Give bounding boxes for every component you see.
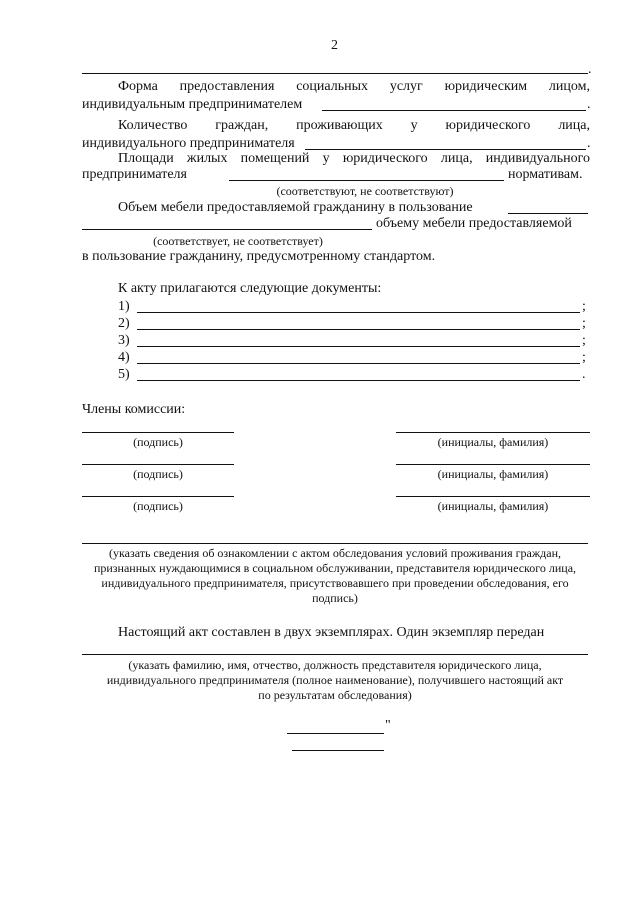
top-blank-line: [82, 73, 588, 74]
document-item-blank[interactable]: [137, 363, 580, 364]
document-item-number: 4): [118, 350, 130, 365]
document-item-blank[interactable]: [137, 312, 580, 313]
signature-caption: (подпись): [133, 499, 183, 513]
form-line-5: Площади жилых помещений у юридического лица, индивидуального: [118, 151, 590, 166]
signature-line[interactable]: [82, 496, 234, 497]
form-line-4-dot: .: [587, 136, 591, 151]
form-line-6b: нормативам.: [508, 167, 583, 182]
acquaintance-blank[interactable]: [82, 543, 588, 544]
acquaintance-note: (указать сведения об ознакомлении с актом обследования условий проживания граждан, признанных нуждающимися в социальном обслуживании, представителя юридического лица, индивидуального предпринимателя, присутствовавшего при проведении обследования, его подпись): [93, 546, 577, 605]
document-item-end: ;: [582, 299, 586, 314]
copies-text: Настоящий акт составлен в двух экземплярах. Один экземпляр передан: [118, 625, 545, 640]
form-blank-4[interactable]: [508, 213, 588, 214]
documents-heading: К акту прилагаются следующие документы:: [118, 281, 382, 296]
form-line-7: Объем мебели предоставляемой гражданину в пользование: [118, 200, 473, 215]
name-caption: (инициалы, фамилия): [437, 467, 549, 481]
representative-blank[interactable]: [82, 654, 588, 655]
document-item-number: 5): [118, 367, 130, 382]
form-line-3: Количество граждан, проживающих у юридического лица,: [118, 118, 590, 133]
signature-caption: (подпись): [133, 467, 183, 481]
document-item-blank[interactable]: [137, 380, 580, 381]
document-item-blank[interactable]: [137, 346, 580, 347]
form-line-4: индивидуального предпринимателя: [82, 136, 295, 151]
representative-note: (указать фамилию, имя, отчество, должность представителя юридического лица, индивидуального предпринимателя (полное наименование), получившего настоящий акт по результатам обследования): [106, 658, 564, 702]
signature-line[interactable]: [82, 432, 234, 433]
name-line[interactable]: [396, 496, 590, 497]
document-item-number: 3): [118, 333, 130, 348]
document-item-end: ;: [582, 316, 586, 331]
date-quote: ": [385, 718, 391, 733]
document-item-number: 2): [118, 316, 130, 331]
form-line-2: индивидуальным предпринимателем: [82, 97, 303, 112]
commission-heading: Члены комиссии:: [82, 402, 186, 417]
document-item-number: 1): [118, 299, 130, 314]
signature-line[interactable]: [82, 464, 234, 465]
form-line-9: в пользование гражданину, предусмотренному стандартом.: [82, 249, 436, 264]
name-line[interactable]: [396, 464, 590, 465]
document-item-end: ;: [582, 333, 586, 348]
top-line-dot: .: [588, 62, 592, 77]
form-line-8b: объему мебели предоставляемой: [376, 216, 572, 231]
document-item-end: ;: [582, 350, 586, 365]
hint-compliance-1: (соответствуют, не соответствуют): [276, 184, 454, 198]
document-item-end: .: [582, 367, 586, 382]
form-line-1: Форма предоставления социальных услуг юридическим лицом,: [118, 79, 590, 94]
name-caption: (инициалы, фамилия): [437, 435, 549, 449]
date-day-line[interactable]: [287, 733, 384, 734]
form-blank-2[interactable]: [305, 149, 586, 150]
date-year-line[interactable]: [292, 750, 384, 751]
form-line-2-dot: .: [587, 97, 591, 112]
form-blank-3[interactable]: [229, 180, 504, 181]
page-number: 2: [331, 38, 338, 53]
form-line-6a: предпринимателя: [82, 167, 187, 182]
form-blank-5[interactable]: [82, 229, 372, 230]
document-item-blank[interactable]: [137, 329, 580, 330]
name-caption: (инициалы, фамилия): [437, 499, 549, 513]
form-blank-1[interactable]: [322, 110, 586, 111]
hint-compliance-2: (соответствует, не соответствует): [153, 234, 323, 248]
signature-caption: (подпись): [133, 435, 183, 449]
name-line[interactable]: [396, 432, 590, 433]
